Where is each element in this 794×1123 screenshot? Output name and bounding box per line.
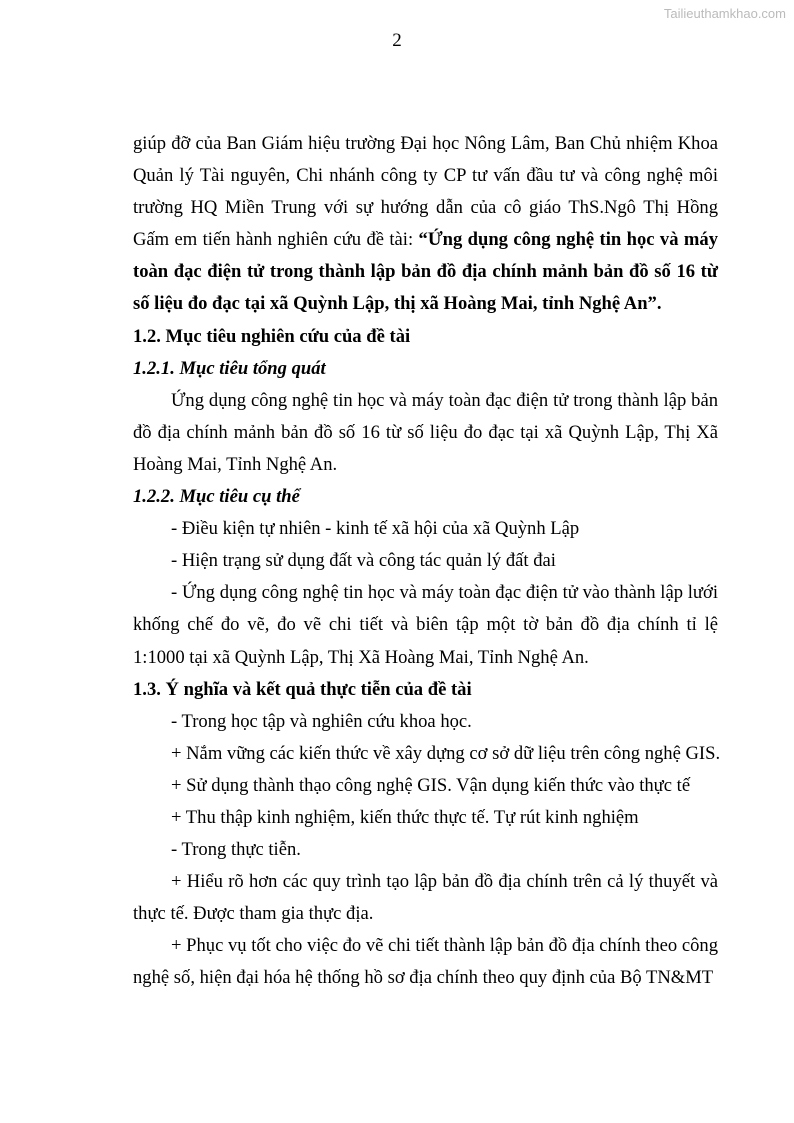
list-item: + Sử dụng thành thạo công nghệ GIS. Vận dụng kiến thức vào thực tế <box>171 774 691 796</box>
paragraph-line: trường HQ Miền Trung với sự hướng dẫn của cô giáo ThS.Ngô Thị Hồng <box>133 197 718 219</box>
paragraph-line: Quản lý Tài nguyên, Chi nhánh công ty CP tư vấn đầu tư và công nghệ môi <box>133 165 718 187</box>
list-item: - Hiện trạng sử dụng đất và công tác quản lý đất đai <box>171 550 556 572</box>
document-body <box>133 128 721 995</box>
paragraph-line <box>133 224 718 256</box>
list-item: + Hiểu rõ hơn các quy trình tạo lập bản đồ địa chính trên cả lý thuyết và <box>171 871 718 893</box>
paragraph-line: Hoàng Mai, Tỉnh Nghệ An. <box>133 453 338 475</box>
paragraph-line: 1:1000 tại xã Quỳnh Lập, Thị Xã Hoàng Mai, Tỉnh Nghệ An. <box>133 646 589 668</box>
list-item: + Thu thập kinh nghiệm, kiến thức thực tế. Tự rút kinh nghiệm <box>171 806 639 828</box>
paragraph-line: Ứng dụng công nghệ tin học và máy toàn đạc điện tử trong thành lập bản <box>171 389 718 411</box>
thesis-title-line: toàn đạc điện tử trong thành lập bản đồ địa chính mảnh bản đồ số 16 từ <box>133 261 718 283</box>
list-item: - Trong học tập và nghiên cứu khoa học. <box>171 710 472 732</box>
intro-text: Gấm em tiến hành nghiên cứu đề tài: <box>133 229 419 251</box>
page-number: 2 <box>392 30 402 51</box>
thesis-title-line: số liệu đo đạc tại xã Quỳnh Lập, thị xã Hoàng Mai, tỉnh Nghệ An”. <box>133 293 662 315</box>
section-heading-1-2: 1.2. Mục tiêu nghiên cứu của đề tài <box>133 325 411 347</box>
list-item: + Phục vụ tốt cho việc đo vẽ chi tiết thành lập bản đồ địa chính theo công <box>171 935 718 957</box>
paragraph-line: giúp đỡ của Ban Giám hiệu trường Đại học Nông Lâm, Ban Chủ nhiệm Khoa <box>133 133 718 154</box>
list-item: + Nắm vững các kiến thức về xây dựng cơ sở dữ liệu trên công nghệ GIS. <box>171 742 721 764</box>
thesis-title: “Ứng dụng công nghệ tin học và máy <box>418 229 718 251</box>
paragraph-line: đồ địa chính mảnh bản đồ số 16 từ số liệu đo đạc tại xã Quỳnh Lập, Thị Xã <box>133 421 718 443</box>
section-heading-1-3: 1.3. Ý nghĩa và kết quả thực tiễn của đề tài <box>133 678 472 700</box>
list-item: - Điều kiện tự nhiên - kinh tế xã hội của xã Quỳnh Lập <box>171 518 580 540</box>
section-heading-1-2-1: 1.2.1. Mục tiêu tổng quát <box>133 357 326 379</box>
paragraph-line: nghệ số, hiện đại hóa hệ thống hồ sơ địa chính theo quy định của Bộ TN&MT <box>133 967 714 989</box>
section-heading-1-2-2: 1.2.2. Mục tiêu cụ thể <box>133 486 300 508</box>
paragraph-line: khống chế đo vẽ, đo vẽ chi tiết và biên tập một tờ bản đồ địa chính tỉ lệ <box>133 614 718 636</box>
list-item: - Trong thực tiễn. <box>171 839 301 861</box>
paragraph-line: thực tế. Được tham gia thực địa. <box>133 903 374 925</box>
list-item: - Ứng dụng công nghệ tin học và máy toàn đạc điện tử vào thành lập lưới <box>171 582 718 604</box>
watermark: Tailieuthamkhao.com <box>663 6 786 21</box>
